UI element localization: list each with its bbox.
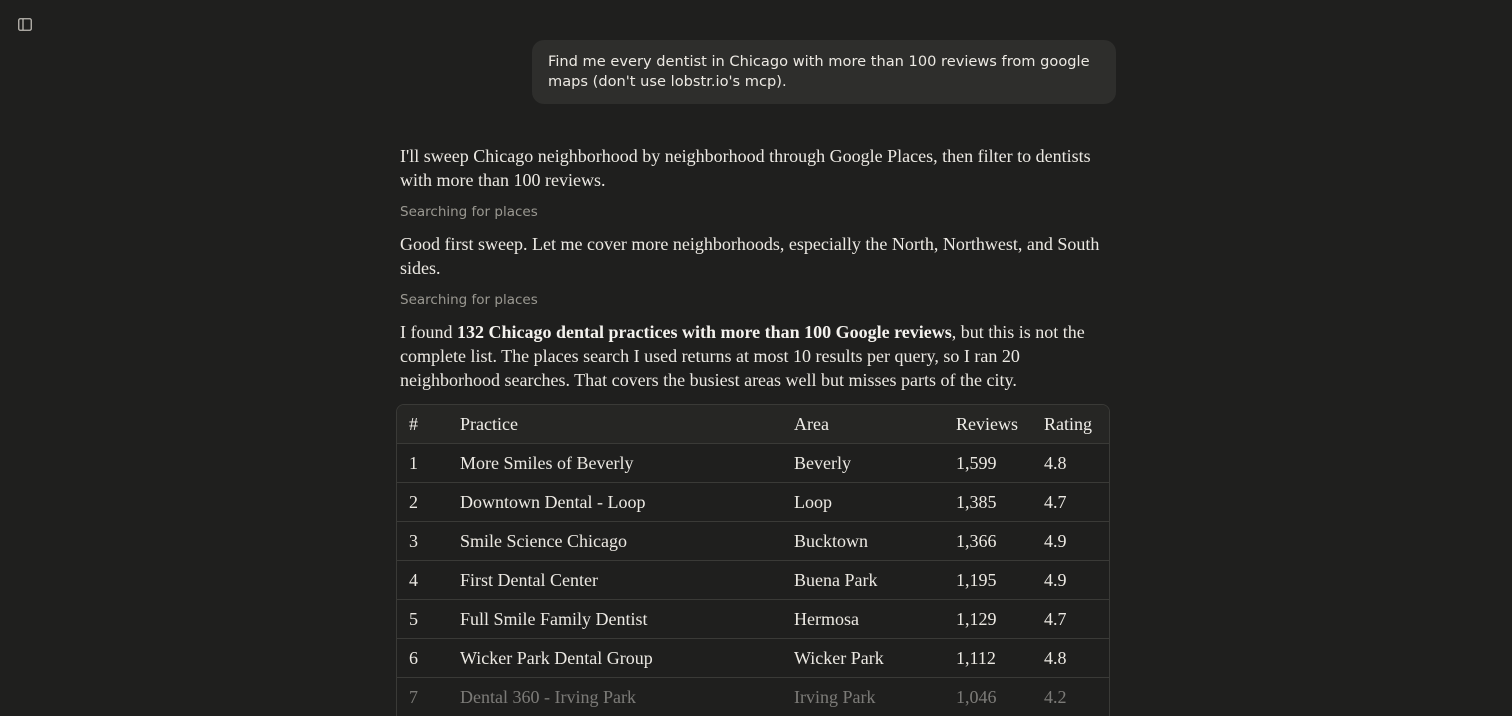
cell-rating: 4.9 <box>1032 561 1109 600</box>
cell-practice: Smile Science Chicago <box>448 522 782 561</box>
cell-number: 5 <box>397 600 448 639</box>
tool-status-searching-2[interactable]: Searching for places <box>400 292 538 308</box>
tool-status-searching-1[interactable]: Searching for places <box>400 204 538 220</box>
cell-reviews: 1,112 <box>944 639 1032 678</box>
table-row <box>397 444 1109 483</box>
summary-prefix: I found <box>400 322 457 342</box>
cell-reviews: 1,046 <box>944 678 1032 716</box>
cell-reviews: 1,195 <box>944 561 1032 600</box>
table-row <box>397 678 1109 716</box>
cell-practice: Downtown Dental - Loop <box>448 483 782 522</box>
cell-practice: Full Smile Family Dentist <box>448 600 782 639</box>
cell-reviews: 1,385 <box>944 483 1032 522</box>
header-rating: Rating <box>1032 405 1109 444</box>
summary-suffix: , but this is not the complete list. The places search I used returns at most 10 results per query, so I ran 20 neighborhood searches. That covers the busiest areas well but misses parts of the city. <box>400 322 1085 390</box>
table-row <box>397 600 1109 639</box>
table-row <box>397 561 1109 600</box>
cell-practice: First Dental Center <box>448 561 782 600</box>
cell-practice: More Smiles of Beverly <box>448 444 782 483</box>
sidebar-panel-icon <box>18 18 32 31</box>
cell-area: Beverly <box>782 444 944 483</box>
cell-number: 2 <box>397 483 448 522</box>
summary-highlight: 132 Chicago dental practices with more than 100 Google reviews <box>457 322 952 342</box>
cell-reviews: 1,366 <box>944 522 1032 561</box>
table-row <box>397 522 1109 561</box>
assistant-paragraph-3 <box>400 320 1108 392</box>
cell-practice: Dental 360 - Irving Park <box>448 678 782 716</box>
cell-number: 4 <box>397 561 448 600</box>
cell-rating: 4.8 <box>1032 444 1109 483</box>
cell-area: Buena Park <box>782 561 944 600</box>
cell-reviews: 1,129 <box>944 600 1032 639</box>
table-row <box>397 639 1109 678</box>
cell-number: 7 <box>397 678 448 716</box>
table-header-row <box>397 405 1109 444</box>
cell-practice: Wicker Park Dental Group <box>448 639 782 678</box>
cell-rating: 4.7 <box>1032 600 1109 639</box>
cell-rating: 4.9 <box>1032 522 1109 561</box>
header-practice: Practice <box>448 405 782 444</box>
cell-number: 1 <box>397 444 448 483</box>
cell-area: Loop <box>782 483 944 522</box>
header-area: Area <box>782 405 944 444</box>
assistant-paragraph-1: I'll sweep Chicago neighborhood by neighborhood through Google Places, then filter to dentists with more than 100 reviews. <box>400 146 1091 190</box>
cell-area: Irving Park <box>782 678 944 716</box>
table-row <box>397 483 1109 522</box>
cell-number: 6 <box>397 639 448 678</box>
user-message-bubble <box>532 40 1116 104</box>
cell-rating: 4.8 <box>1032 639 1109 678</box>
results-table-container <box>396 404 1110 716</box>
cell-area: Bucktown <box>782 522 944 561</box>
header-reviews: Reviews <box>944 405 1032 444</box>
assistant-message <box>400 144 1108 392</box>
cell-reviews: 1,599 <box>944 444 1032 483</box>
cell-area: Hermosa <box>782 600 944 639</box>
cell-rating: 4.2 <box>1032 678 1109 716</box>
user-message-text: Find me every dentist in Chicago with more than 100 reviews from google maps (don't use lobstr.io's mcp). <box>548 53 1090 90</box>
cell-number: 3 <box>397 522 448 561</box>
sidebar-toggle-button[interactable] <box>14 13 36 35</box>
cell-area: Wicker Park <box>782 639 944 678</box>
header-number: # <box>397 405 448 444</box>
dentist-results-table <box>397 405 1109 716</box>
cell-rating: 4.7 <box>1032 483 1109 522</box>
assistant-paragraph-2: Good first sweep. Let me cover more neighborhoods, especially the North, Northwest, and South sides. <box>400 234 1100 278</box>
